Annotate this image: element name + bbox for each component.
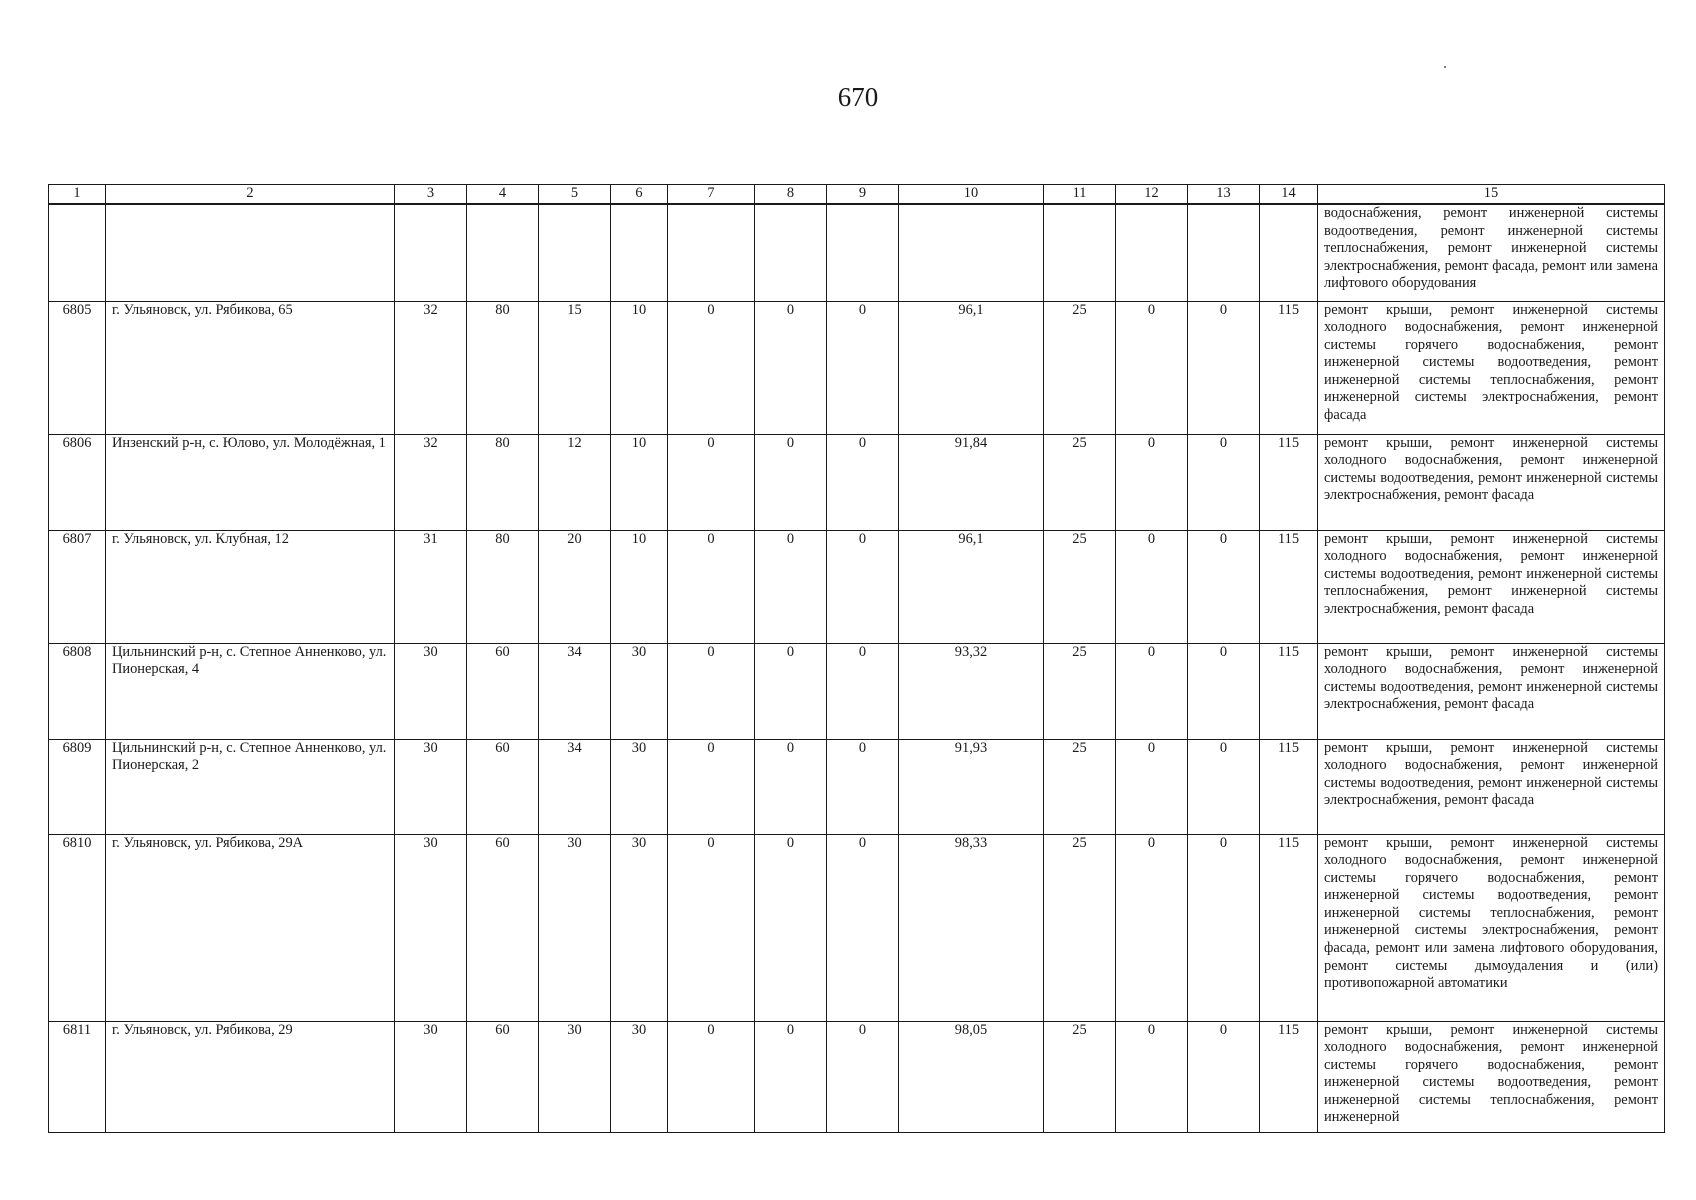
table-row [49,739,1665,834]
cell-col-4: 60 [467,834,539,1021]
column-header-3: 3 [395,185,467,205]
cell-col-5 [539,204,611,301]
cell-col-12: 0 [1116,301,1188,434]
cell-col-11: 25 [1044,834,1116,1021]
cell-col-3: 31 [395,530,467,643]
cell-col-14: 115 [1260,739,1318,834]
cell-col-4: 60 [467,739,539,834]
address-cell: Инзенский р-н, с. Юлово, ул. Молодёжная, 1 [106,434,395,530]
table-row [49,301,1665,434]
cell-col-3: 32 [395,301,467,434]
column-header-2: 2 [106,185,395,205]
cell-col-13: 0 [1188,643,1260,739]
column-header-15: 15 [1318,185,1665,205]
cell-col-5: 20 [539,530,611,643]
cell-col-4: 60 [467,1021,539,1132]
table-row [49,834,1665,1021]
cell-col-12: 0 [1116,834,1188,1021]
address-cell: г. Ульяновск, ул. Рябикова, 29А [106,834,395,1021]
cell-col-3 [395,204,467,301]
address-cell: Цильнинский р-н, с. Степное Анненково, ул. Пионерская, 2 [106,739,395,834]
cell-col-14: 115 [1260,834,1318,1021]
works-description-cell: ремонт крыши, ремонт инженерной системы холодного водоснабжения, ремонт инженерной системы горячего водоснабжения, ремонт инженерной системы водоотведения, ремонт инженерной системы теплоснабжения, ремонт инженерной системы электроснабжения, ремонт фасада [1318,301,1665,434]
repair-program-table [48,184,1665,1133]
cell-col-14: 115 [1260,643,1318,739]
cell-col-4 [467,204,539,301]
cell-col-3: 30 [395,739,467,834]
cell-col-7: 0 [668,530,755,643]
scan-speck [1444,66,1446,68]
cell-col-13: 0 [1188,434,1260,530]
cell-col-9: 0 [827,301,899,434]
row-number-cell [49,204,106,301]
cell-col-7: 0 [668,434,755,530]
row-number-cell: 6807 [49,530,106,643]
cell-col-5: 12 [539,434,611,530]
works-description-cell: ремонт крыши, ремонт инженерной системы холодного водоснабжения, ремонт инженерной системы горячего водоснабжения, ремонт инженерной системы водоотведения, ремонт инженерной системы теплоснабжения, ремонт инженерной [1318,1021,1665,1132]
cell-col-10: 91,93 [899,739,1044,834]
cell-col-8: 0 [755,1021,827,1132]
cell-col-7: 0 [668,643,755,739]
address-cell: Цильнинский р-н, с. Степное Анненково, ул. Пионерская, 4 [106,643,395,739]
cell-col-14 [1260,204,1318,301]
cell-col-6: 30 [611,739,668,834]
cell-col-4: 80 [467,530,539,643]
table-body [49,204,1665,1132]
row-number-cell: 6811 [49,1021,106,1132]
column-header-1: 1 [49,185,106,205]
cell-col-3: 32 [395,434,467,530]
column-header-10: 10 [899,185,1044,205]
column-header-13: 13 [1188,185,1260,205]
cell-col-8: 0 [755,301,827,434]
cell-col-13: 0 [1188,1021,1260,1132]
cell-col-8: 0 [755,530,827,643]
cell-col-10: 96,1 [899,530,1044,643]
cell-col-10: 98,05 [899,1021,1044,1132]
cell-col-12: 0 [1116,643,1188,739]
cell-col-9: 0 [827,834,899,1021]
cell-col-6: 10 [611,434,668,530]
address-cell: г. Ульяновск, ул. Клубная, 12 [106,530,395,643]
row-number-cell: 6810 [49,834,106,1021]
cell-col-6 [611,204,668,301]
row-number-cell: 6809 [49,739,106,834]
cell-col-8 [755,204,827,301]
cell-col-4: 80 [467,301,539,434]
works-description-cell: ремонт крыши, ремонт инженерной системы холодного водоснабжения, ремонт инженерной системы водоотведения, ремонт инженерной системы теплоснабжения, ремонт инженерной системы электроснабжения, ремонт фасада [1318,530,1665,643]
cell-col-6: 10 [611,530,668,643]
cell-col-11 [1044,204,1116,301]
row-number-cell: 6808 [49,643,106,739]
column-header-11: 11 [1044,185,1116,205]
column-header-8: 8 [755,185,827,205]
table-row [49,204,1665,301]
column-header-14: 14 [1260,185,1318,205]
cell-col-6: 30 [611,834,668,1021]
cell-col-11: 25 [1044,739,1116,834]
cell-col-12: 0 [1116,434,1188,530]
cell-col-3: 30 [395,1021,467,1132]
table-row [49,643,1665,739]
cell-col-9: 0 [827,643,899,739]
cell-col-8: 0 [755,834,827,1021]
cell-col-11: 25 [1044,643,1116,739]
cell-col-9: 0 [827,739,899,834]
cell-col-10: 91,84 [899,434,1044,530]
cell-col-12: 0 [1116,530,1188,643]
cell-col-13: 0 [1188,739,1260,834]
cell-col-7: 0 [668,1021,755,1132]
cell-col-8: 0 [755,739,827,834]
column-header-9: 9 [827,185,899,205]
column-header-4: 4 [467,185,539,205]
address-cell: г. Ульяновск, ул. Рябикова, 65 [106,301,395,434]
table-row [49,434,1665,530]
address-cell: г. Ульяновск, ул. Рябикова, 29 [106,1021,395,1132]
row-number-cell: 6806 [49,434,106,530]
cell-col-11: 25 [1044,434,1116,530]
cell-col-12: 0 [1116,1021,1188,1132]
column-header-6: 6 [611,185,668,205]
cell-col-10: 93,32 [899,643,1044,739]
cell-col-9: 0 [827,1021,899,1132]
cell-col-13: 0 [1188,834,1260,1021]
cell-col-9: 0 [827,530,899,643]
cell-col-7: 0 [668,739,755,834]
cell-col-5: 34 [539,643,611,739]
cell-col-8: 0 [755,643,827,739]
cell-col-13 [1188,204,1260,301]
cell-col-5: 34 [539,739,611,834]
cell-col-5: 30 [539,834,611,1021]
works-description-cell: ремонт крыши, ремонт инженерной системы холодного водоснабжения, ремонт инженерной системы водоотведения, ремонт инженерной системы электроснабжения, ремонт фасада [1318,643,1665,739]
cell-col-4: 60 [467,643,539,739]
cell-col-5: 30 [539,1021,611,1132]
cell-col-6: 30 [611,1021,668,1132]
cell-col-7: 0 [668,301,755,434]
cell-col-10: 96,1 [899,301,1044,434]
column-header-12: 12 [1116,185,1188,205]
table-row [49,1021,1665,1132]
cell-col-11: 25 [1044,301,1116,434]
works-description-cell: ремонт крыши, ремонт инженерной системы холодного водоснабжения, ремонт инженерной системы водоотведения, ремонт инженерной системы электроснабжения, ремонт фасада [1318,739,1665,834]
cell-col-7 [668,204,755,301]
cell-col-8: 0 [755,434,827,530]
cell-col-6: 30 [611,643,668,739]
cell-col-9: 0 [827,434,899,530]
cell-col-11: 25 [1044,1021,1116,1132]
cell-col-12: 0 [1116,739,1188,834]
cell-col-11: 25 [1044,530,1116,643]
column-number-row [49,185,1665,205]
cell-col-14: 115 [1260,434,1318,530]
cell-col-14: 115 [1260,301,1318,434]
cell-col-10 [899,204,1044,301]
cell-col-5: 15 [539,301,611,434]
cell-col-10: 98,33 [899,834,1044,1021]
cell-col-6: 10 [611,301,668,434]
cell-col-9 [827,204,899,301]
column-header-7: 7 [668,185,755,205]
cell-col-12 [1116,204,1188,301]
works-description-cell: ремонт крыши, ремонт инженерной системы холодного водоснабжения, ремонт инженерной системы водоотведения, ремонт инженерной системы электроснабжения, ремонт фасада [1318,434,1665,530]
cell-col-14: 115 [1260,530,1318,643]
cell-col-4: 80 [467,434,539,530]
cell-col-13: 0 [1188,301,1260,434]
cell-col-13: 0 [1188,530,1260,643]
works-description-cell: водоснабжения, ремонт инженерной системы водоотведения, ремонт инженерной системы теплоснабжения, ремонт инженерной системы электроснабжения, ремонт фасада, ремонт или замена лифтового оборудования [1318,204,1665,301]
row-number-cell: 6805 [49,301,106,434]
table-row [49,530,1665,643]
cell-col-3: 30 [395,643,467,739]
cell-col-14: 115 [1260,1021,1318,1132]
works-description-cell: ремонт крыши, ремонт инженерной системы холодного водоснабжения, ремонт инженерной системы горячего водоснабжения, ремонт инженерной системы водоотведения, ремонт инженерной системы теплоснабжения, ремонт инженерной системы электроснабжения, ремонт фасада, ремонт или замена лифтового оборудования, ремонт системы дымоудаления и (или) противопожарной автоматики [1318,834,1665,1021]
cell-col-7: 0 [668,834,755,1021]
page-number: 670 [837,82,879,112]
cell-col-3: 30 [395,834,467,1021]
column-header-5: 5 [539,185,611,205]
address-cell [106,204,395,301]
